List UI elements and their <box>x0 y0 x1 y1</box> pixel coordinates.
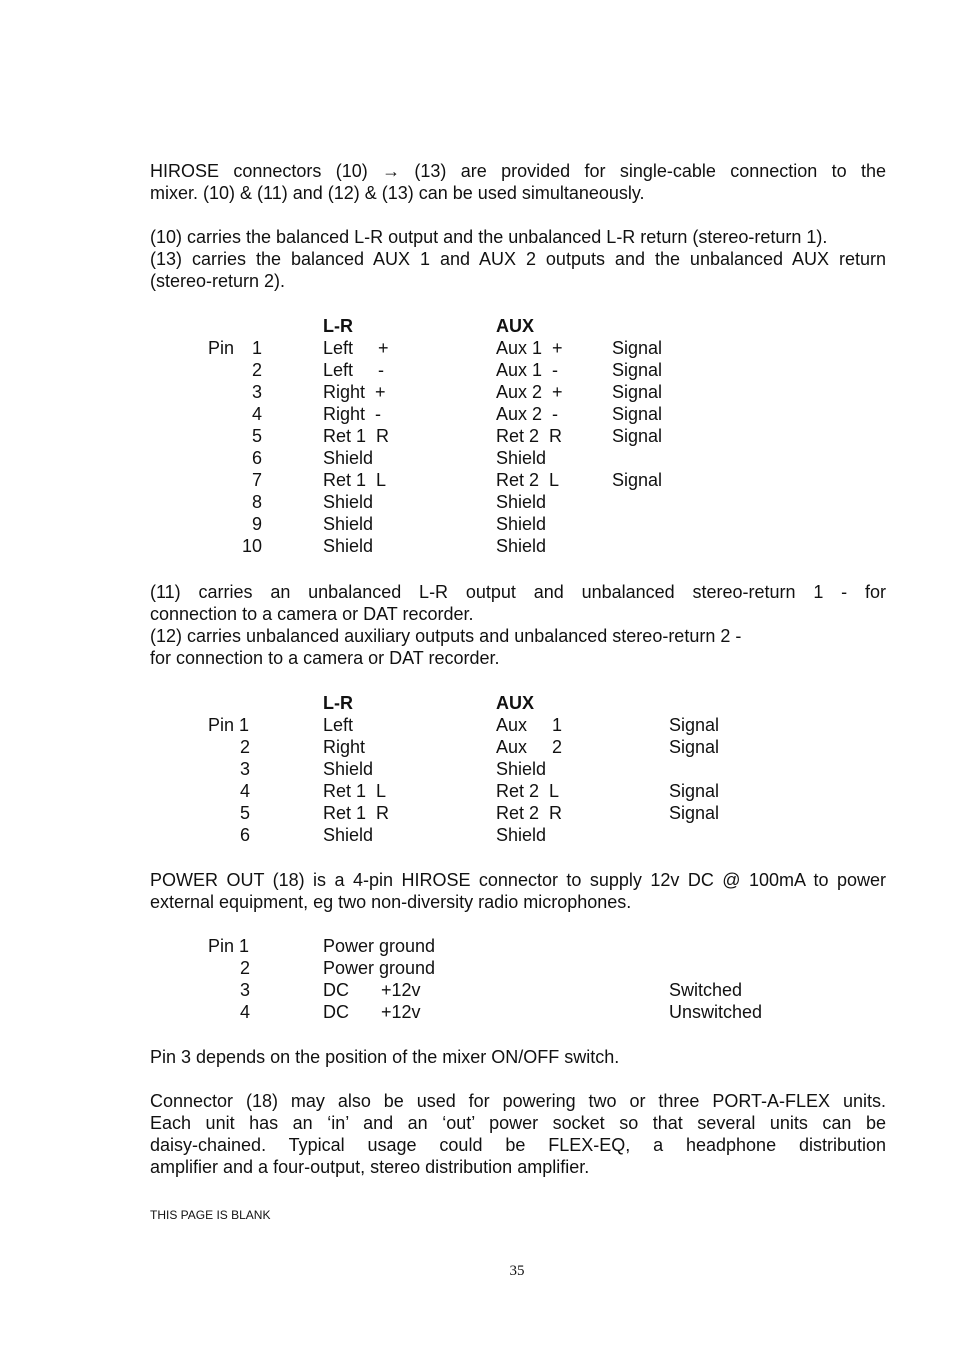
power-out-paragraph <box>150 869 886 913</box>
table-header-row <box>0 692 954 714</box>
lr-cell: Shield <box>323 448 374 468</box>
table-header-row <box>0 315 954 337</box>
column-header-lr: L-R <box>323 316 353 336</box>
aux-cell: Ret 2 L <box>496 781 560 801</box>
table-row <box>0 447 954 469</box>
column-header-lr: L-R <box>323 693 353 713</box>
voltage-cell: +12v <box>381 1002 421 1022</box>
signal-cell: Signal <box>669 803 720 823</box>
lr-cell: Shield <box>323 492 374 512</box>
aux-cell: Aux 1 - <box>496 360 559 380</box>
pin-number: 2 <box>239 958 250 978</box>
pin-number: 9 <box>251 514 262 534</box>
table-row <box>0 935 954 957</box>
signal-cell: Signal <box>612 338 663 358</box>
table-row <box>0 381 954 403</box>
pin-number: 4 <box>239 1002 250 1022</box>
pin-number: 5 <box>239 803 250 823</box>
table-row <box>0 337 954 359</box>
pin-label: Pin 1 <box>208 936 250 956</box>
lr-cell: Shield <box>323 759 374 779</box>
pin-number: 2 <box>251 360 262 380</box>
pin3-note <box>150 1046 886 1068</box>
voltage-cell: +12v <box>381 980 421 1000</box>
signal-cell: Signal <box>669 737 720 757</box>
table-row <box>0 780 954 802</box>
pin-number: 3 <box>239 980 250 1000</box>
aux-cell: Ret 2 R <box>496 803 563 823</box>
lr-cell: Shield <box>323 536 374 556</box>
pin-label: Pin <box>208 338 235 358</box>
table-row <box>0 513 954 535</box>
aux-cell: Aux 2 - <box>496 404 559 424</box>
lr-cell: Shield <box>323 825 374 845</box>
pin-number: 7 <box>251 470 262 490</box>
description-cell: DC <box>323 1002 349 1022</box>
pin-number: 2 <box>239 737 250 757</box>
aux-cell: Aux 2 + <box>496 382 563 402</box>
table-row <box>0 714 954 736</box>
description-cell: DC <box>323 980 349 1000</box>
carries-10-13-paragraph <box>150 226 886 292</box>
switch-note-cell: Unswitched <box>669 1002 763 1022</box>
pin-number: 3 <box>251 382 262 402</box>
pin-number: 10 <box>241 536 262 556</box>
column-header-aux: AUX <box>496 693 535 713</box>
table-row <box>0 979 954 1001</box>
aux-cell: Ret 2 R <box>496 426 563 446</box>
connector18-paragraph <box>150 1090 886 1178</box>
carries-line: (11) carries an unbalanced L-R output and unbalanced stereo-return 1 - for <box>150 582 886 602</box>
table-row <box>0 403 954 425</box>
pin-number: 5 <box>251 426 262 446</box>
table-row <box>0 802 954 824</box>
aux-cell: Ret 2 L <box>496 470 560 490</box>
table-row <box>0 824 954 846</box>
signal-cell: Signal <box>612 404 663 424</box>
aux-cell: Shield <box>496 448 547 468</box>
carries-line: (10) carries the balanced L-R output and the unbalanced L-R return (stereo-return 1). <box>150 227 828 247</box>
pin-number: 1 <box>251 338 262 358</box>
carries-line: (12) carries unbalanced auxiliary outputs and unbalanced stereo-return 2 - <box>150 626 742 646</box>
table-row <box>0 491 954 513</box>
connector18-line: daisy-chained. Typical usage could be FLEX-EQ, a headphone distribution <box>150 1135 886 1155</box>
signal-cell: Signal <box>669 715 720 735</box>
pin-number: 8 <box>251 492 262 512</box>
aux-cell: Shield <box>496 492 547 512</box>
signal-cell: Signal <box>612 426 663 446</box>
lr-cell: Ret 1 L <box>323 781 387 801</box>
pin-number: 4 <box>239 781 250 801</box>
description-cell: Power ground <box>323 958 436 978</box>
lr-cell: Left <box>323 715 354 735</box>
table-row <box>0 1001 954 1023</box>
lr-cell: Ret 1 R <box>323 426 390 446</box>
intro-line: HIROSE connectors (10) → (13) are provided for single-cable connection to the <box>150 161 886 181</box>
lr-cell: Left - <box>323 360 385 380</box>
table-row <box>0 425 954 447</box>
carries-11-12-paragraph <box>150 581 886 669</box>
aux-cell: Aux 1 + <box>496 338 563 358</box>
switch-note-cell: Switched <box>669 980 743 1000</box>
carries-line: connection to a camera or DAT recorder. <box>150 604 474 624</box>
lr-cell: Left + <box>323 338 389 358</box>
pin-number: 4 <box>251 404 262 424</box>
pin-number: 3 <box>239 759 250 779</box>
pin-label: Pin 1 <box>208 715 250 735</box>
signal-cell: Signal <box>612 360 663 380</box>
lr-cell: Ret 1 L <box>323 470 387 490</box>
carries-line: (stereo-return 2). <box>150 271 286 291</box>
table-row <box>0 359 954 381</box>
blank-page-note: THIS PAGE IS BLANK <box>150 1208 271 1222</box>
page-number: 35 <box>509 1263 525 1279</box>
signal-cell: Signal <box>612 470 663 490</box>
power-out-line: POWER OUT (18) is a 4-pin HIROSE connector to supply 12v DC @ 100mA to power <box>150 870 886 890</box>
aux-cell: Shield <box>496 514 547 534</box>
table-row <box>0 469 954 491</box>
aux-cell: Shield <box>496 825 547 845</box>
carries-line: for connection to a camera or DAT recorder. <box>150 648 500 668</box>
table-row <box>0 736 954 758</box>
pin3-note-text: Pin 3 depends on the position of the mixer ON/OFF switch. <box>150 1047 620 1067</box>
column-header-aux: AUX <box>496 316 535 336</box>
intro-paragraph <box>150 160 886 204</box>
pin-number: 6 <box>251 448 262 468</box>
lr-cell: Right - <box>323 404 382 424</box>
aux-cell: Aux 2 <box>496 737 563 757</box>
aux-cell: Shield <box>496 759 547 779</box>
connector18-line: Connector (18) may also be used for powering two or three PORT-A-FLEX units. <box>150 1091 886 1111</box>
table-row <box>0 535 954 557</box>
aux-cell: Aux 1 <box>496 715 563 735</box>
connector18-line: Each unit has an ‘in’ and an ‘out’ power socket so that several units can be <box>150 1113 886 1133</box>
power-out-line: external equipment, eg two non-diversity radio microphones. <box>150 892 632 912</box>
signal-cell: Signal <box>612 382 663 402</box>
lr-cell: Right <box>323 737 366 757</box>
aux-cell: Shield <box>496 536 547 556</box>
signal-cell: Signal <box>669 781 720 801</box>
description-cell: Power ground <box>323 936 436 956</box>
table-row <box>0 957 954 979</box>
intro-line: mixer. (10) & (11) and (12) & (13) can be used simultaneously. <box>150 183 645 203</box>
lr-cell: Shield <box>323 514 374 534</box>
lr-cell: Right + <box>323 382 386 402</box>
table-row <box>0 758 954 780</box>
lr-cell: Ret 1 R <box>323 803 390 823</box>
connector18-line: amplifier and a four-output, stereo distribution amplifier. <box>150 1157 590 1177</box>
carries-line: (13) carries the balanced AUX 1 and AUX 2 outputs and the unbalanced AUX return <box>150 249 886 269</box>
pin-number: 6 <box>239 825 250 845</box>
